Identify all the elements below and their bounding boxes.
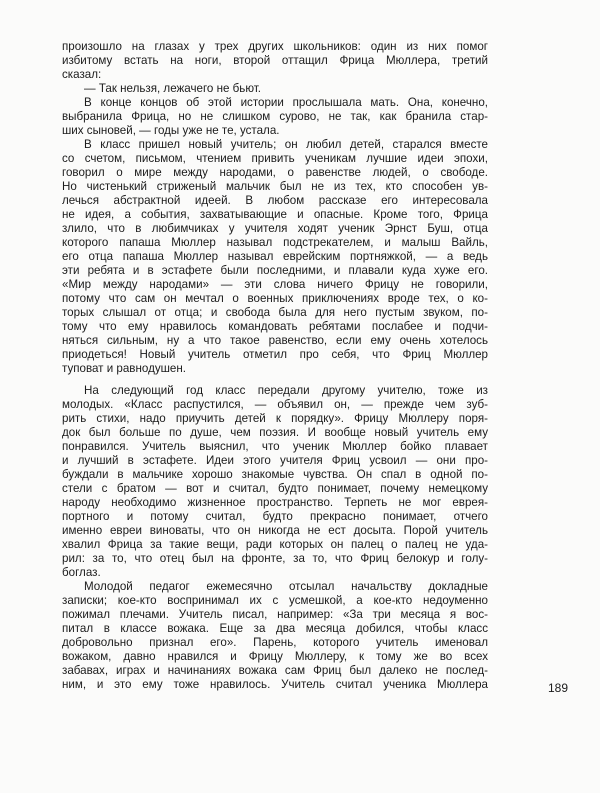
text-line: эти ребята и в эстафете были последними, и плавали куда хуже его. bbox=[62, 264, 488, 277]
text-line: не идея, а события, захватывающие и опасные. Кроме того, Фрица bbox=[62, 208, 488, 221]
text-line: вожаком, давно нравился и Фрицу Мюллеру, к тому же во всех bbox=[62, 650, 488, 663]
paragraph bbox=[62, 138, 488, 376]
text-line: злило, что в любимчиках у учителя ходят ученик Эрнст Буш, отца bbox=[62, 222, 488, 235]
text-line: Но чистенький стриженый мальчик был не из тех, кто способен ув- bbox=[62, 180, 488, 193]
text-line: портного и потому считал, будто прекрасно понимает, отчего bbox=[62, 510, 488, 523]
text-line: молодых. «Класс распустился, — объявил он, — прежде чем зуб- bbox=[62, 398, 488, 411]
text-line: ших сыновей, — годы уже не те, устала. bbox=[62, 124, 280, 137]
text-line: боглаз. bbox=[62, 566, 101, 579]
paragraph bbox=[62, 384, 488, 580]
text-line: Молодой педагог ежемесячно отсылал начальству докладные bbox=[84, 580, 488, 593]
text-line: буждали в мальчике хорошо знакомые чувства. Он спал в одной по- bbox=[62, 468, 488, 481]
text-line: док был больше по душе, чем поэзия. И вообще новый учитель ему bbox=[62, 426, 488, 439]
text-line: рить стихи, надо приучить детей к порядку». Фрицу Мюллеру поря- bbox=[62, 412, 488, 425]
text-line: торых слышал от отца; и свобода была для него пустым звуком, по- bbox=[62, 306, 488, 319]
text-line: потому что сам он мечтал о военных приключениях вроде тех, о ко- bbox=[62, 292, 488, 305]
paragraph bbox=[62, 96, 488, 138]
text-line: народу необходимо жизненное пространство. Терпеть не мог еврея- bbox=[62, 496, 488, 509]
text-line: питал в классе вожака. Еще за два месяца добился, чтобы класс bbox=[62, 622, 488, 635]
text-line: ним, и это ему тоже нравилось. Учитель считал ученика Мюллера bbox=[62, 678, 488, 691]
text-line: избитому встать на ноги, второй оттащил Фрица Мюллера, третий bbox=[62, 54, 488, 67]
text-line: добровольно признал его». Парень, которого учитель именовал bbox=[62, 636, 488, 649]
text-line: сказал: bbox=[62, 68, 102, 81]
text-line: которого папаша Мюллер называл подстрекателем, и малыш Вайль, bbox=[62, 236, 488, 249]
text-line: хвалил Фрица за такие вещи, ради которых он палец о палец не уда- bbox=[62, 538, 488, 551]
page-number: 189 bbox=[548, 681, 569, 695]
text-line: произошло на глазах у трех других школьников: один из них помог bbox=[62, 40, 488, 53]
text-line: его отца папаша Мюллер называл еврейским портняжкой, — а ведь bbox=[62, 250, 488, 263]
text-line: «Мир между народами» — эти слова ничего Фрицу не говорили, bbox=[62, 278, 488, 291]
text-line: На следующий год класс передали другому учителю, тоже из bbox=[84, 384, 488, 397]
page-body-text bbox=[62, 40, 488, 692]
text-line: няться сильным, ну а что такое равенство, если ему очень хотелось bbox=[62, 334, 488, 347]
text-line: приодеться! Новый учитель отметил про себя, что Фриц Мюллер bbox=[62, 348, 488, 361]
text-line: забавах, играх и начинаниях вожака сам Фриц был далеко не послед- bbox=[62, 664, 488, 677]
text-line: лечься абстрактной идеей. В любом рассказе его интересовала bbox=[62, 194, 488, 207]
text-line: В класс пришел новый учитель; он любил детей, старался вместе bbox=[84, 138, 488, 151]
text-line: именно евреи виноваты, что он никогда не ест досыта. Порой учитель bbox=[62, 524, 488, 537]
text-line: и лучший в эстафете. Идеи этого учителя Фриц усвоил — они про- bbox=[62, 454, 488, 467]
paragraph bbox=[62, 580, 488, 692]
text-line: записки; кое-кто воспринимал их с усмешкой, а кое-кто недоуменно bbox=[62, 594, 488, 607]
text-line: говорил о мире между народами, о равенстве людей, о свободе. bbox=[62, 166, 488, 179]
text-line: рил: за то, что отец был на фронте, за то, что Фриц белокур и голу- bbox=[62, 552, 488, 565]
text-line: пожимал плечами. Учитель писал, например: «За три месяца я вос- bbox=[62, 608, 488, 621]
paragraph bbox=[62, 40, 488, 82]
text-line: стели с братом — вот и считал, будто понимает, почему немецкому bbox=[62, 482, 488, 495]
paragraph bbox=[62, 82, 488, 96]
text-line: со счетом, письмом, чтением привить ученикам лучшие идеи эпохи, bbox=[62, 152, 488, 165]
text-line: понравился. Учитель выяснил, что ученик Мюллер бойко плавает bbox=[62, 440, 488, 453]
text-line: В конце концов об этой истории прослышала мать. Она, конечно, bbox=[84, 96, 488, 109]
text-line: туповат и равнодушен. bbox=[62, 362, 186, 375]
text-line: тому что ему нравилось командовать ребятами послабее и подчи- bbox=[62, 320, 488, 333]
text-line: выбранила Фрица, но не слишком сурово, не так, как бранила стар- bbox=[62, 110, 488, 123]
text-line: — Так нельзя, лежачего не бьют. bbox=[84, 82, 262, 95]
